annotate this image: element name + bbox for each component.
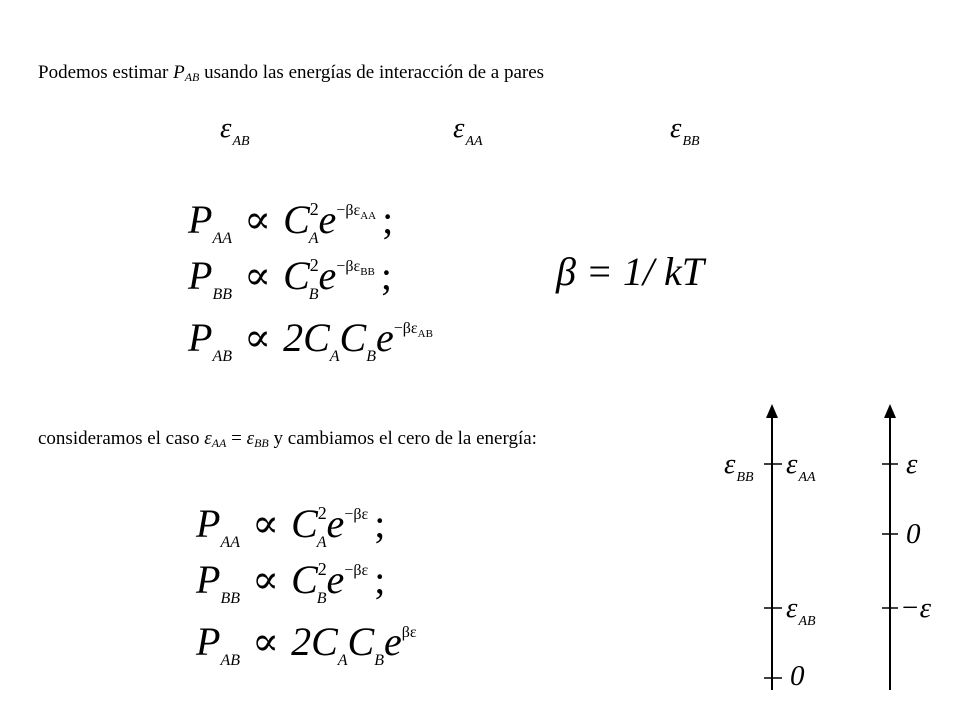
eq-lhs: P xyxy=(188,315,213,360)
eq-coef: C xyxy=(283,253,310,298)
eq-coef-sub: A xyxy=(316,534,327,551)
energy-symbol-ab xyxy=(220,112,250,149)
eq-exponent-sub: BB xyxy=(360,266,375,278)
eq-coef2-sub: B xyxy=(374,652,384,669)
case-eps1: ε xyxy=(204,428,212,449)
eq-coef-sub: A xyxy=(308,230,319,247)
case-eps1-sub: AA xyxy=(211,436,227,450)
eq-end: ; xyxy=(380,253,392,298)
eq-lhs: P xyxy=(196,501,221,546)
case-prefix: consideramos el caso xyxy=(38,428,205,449)
eq-coef2: C xyxy=(339,315,367,360)
eq-lhs-sub: AA xyxy=(220,534,240,551)
eq-coef-sup: 2 xyxy=(309,255,319,275)
eq-lhs: P xyxy=(196,619,221,664)
eq-coef2-sub: B xyxy=(366,348,376,365)
level-label-neg-eps: −ε xyxy=(900,592,931,624)
eq-exponent: βε xyxy=(401,624,417,641)
eq-exp-base: e xyxy=(318,253,337,298)
case-eps2-sub: BB xyxy=(254,436,269,450)
level-label-sub: BB xyxy=(736,470,754,485)
equation-row xyxy=(196,500,386,551)
eq-lhs-sub: BB xyxy=(212,286,232,303)
eq-end: ; xyxy=(374,501,386,546)
equation-row xyxy=(196,556,386,607)
eq-coef: C xyxy=(283,197,310,242)
eq-coef: 2C xyxy=(291,619,338,664)
proportional-symbol: ∝ xyxy=(251,501,280,546)
eq-lhs: P xyxy=(188,253,213,298)
epsilon-sub: AB xyxy=(232,134,250,149)
level-label-symbol: ε xyxy=(724,448,736,480)
epsilon-sub: AA xyxy=(465,134,483,149)
equation-set-1 xyxy=(188,196,488,376)
eq-exp-base: e xyxy=(326,501,345,546)
case-eps2: ε xyxy=(246,428,255,449)
intro-prefix: Podemos estimar xyxy=(38,62,174,83)
intro-P-sub: AB xyxy=(184,70,200,84)
beta-definition: β = 1/ kT xyxy=(556,249,705,294)
epsilon-symbol: ε xyxy=(453,112,465,144)
level-label-aa xyxy=(786,448,816,485)
eq-lhs: P xyxy=(196,557,221,602)
level-label-sub: AB xyxy=(798,614,816,629)
eq-coef-sub: A xyxy=(337,652,348,669)
eq-coef: C xyxy=(291,557,318,602)
equation-row xyxy=(188,252,392,303)
energy-symbol-aa xyxy=(453,112,483,149)
eq-end: ; xyxy=(382,197,394,242)
proportional-symbol: ∝ xyxy=(243,253,272,298)
proportional-symbol: ∝ xyxy=(251,619,280,664)
eq-coef-sub: B xyxy=(316,590,327,607)
equation-row xyxy=(196,618,417,669)
eq-lhs-sub: AB xyxy=(220,652,240,669)
eq-coef: 2C xyxy=(283,315,330,360)
eq-exponent-sub: AA xyxy=(360,210,377,222)
eq-exp-base: e xyxy=(326,557,345,602)
eq-exp-base: e xyxy=(318,197,337,242)
level-label-ab xyxy=(786,592,816,629)
level-label-eps: ε xyxy=(906,448,918,480)
intro-text xyxy=(38,62,544,84)
equation-row xyxy=(188,314,433,365)
eq-exp-base: e xyxy=(384,619,402,664)
proportional-symbol: ∝ xyxy=(243,315,272,360)
right-axis-arrow-icon xyxy=(884,404,896,418)
energy-symbol-bb xyxy=(670,112,700,149)
case-equals: = xyxy=(226,428,247,449)
eq-exponent: −βε xyxy=(344,506,369,523)
eq-exponent: −βε xyxy=(393,320,418,337)
level-label-bb xyxy=(724,448,754,485)
eq-coef-sup: 2 xyxy=(317,503,327,523)
eq-lhs-sub: BB xyxy=(220,590,240,607)
eq-exp-base: e xyxy=(376,315,394,360)
level-label-symbol: ε xyxy=(786,448,798,480)
eq-coef-sub: A xyxy=(329,348,340,365)
level-label-symbol: ε xyxy=(786,592,798,624)
eq-end: ; xyxy=(374,557,386,602)
eq-exponent: −βε xyxy=(344,562,369,579)
eq-exponent-sub: AB xyxy=(417,328,433,340)
epsilon-sub: BB xyxy=(682,134,700,149)
level-label-zero-left: 0 xyxy=(790,660,805,692)
level-label-zero-right: 0 xyxy=(906,518,921,550)
equation-row xyxy=(188,196,394,247)
epsilon-symbol: ε xyxy=(670,112,682,144)
level-label-sub: AA xyxy=(798,470,816,485)
intro-P: P xyxy=(173,62,185,83)
case-suffix: y cambiamos el cero de la energía: xyxy=(268,428,537,449)
eq-exponent: −βε xyxy=(336,258,361,275)
eq-coef2: C xyxy=(347,619,375,664)
proportional-symbol: ∝ xyxy=(251,557,280,602)
proportional-symbol: ∝ xyxy=(243,197,272,242)
eq-exponent: −βε xyxy=(336,202,361,219)
eq-coef-sup: 2 xyxy=(309,199,319,219)
case-text xyxy=(38,428,537,450)
eq-lhs: P xyxy=(188,197,213,242)
eq-coef: C xyxy=(291,501,318,546)
epsilon-symbol: ε xyxy=(220,112,232,144)
eq-lhs-sub: AA xyxy=(212,230,232,247)
intro-suffix: usando las energías de interacción de a pares xyxy=(199,62,545,83)
eq-coef-sub: B xyxy=(308,286,319,303)
left-axis-arrow-icon xyxy=(766,404,778,418)
eq-lhs-sub: AB xyxy=(212,348,232,365)
eq-coef-sup: 2 xyxy=(317,559,327,579)
equation-set-2 xyxy=(196,500,476,680)
